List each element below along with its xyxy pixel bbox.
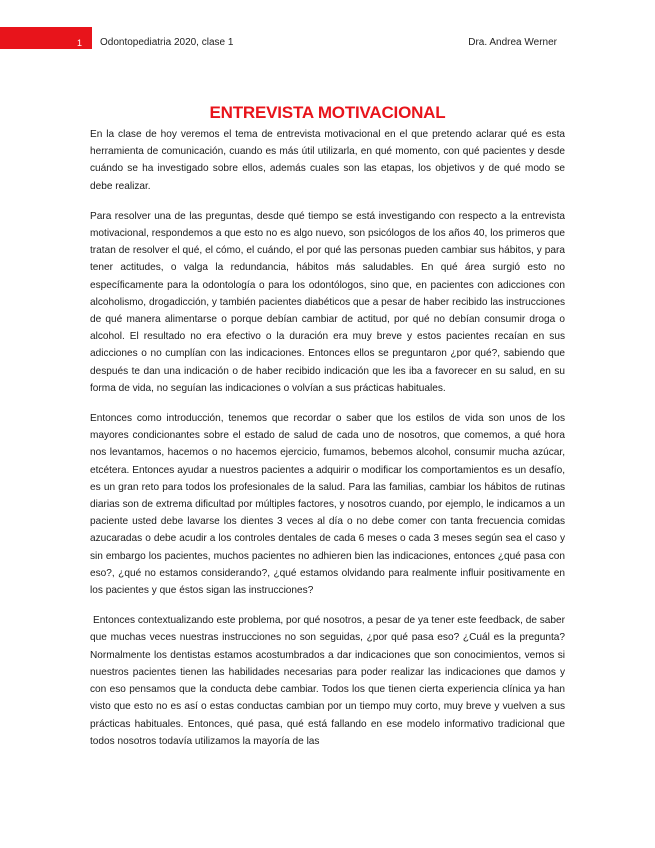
document-title: ENTREVISTA MOTIVACIONAL <box>209 103 446 123</box>
paragraph-2: Para resolver una de las preguntas, desde qué tiempo se está investigando con respecto a la entrevista motivacional, respondemos a que esto no es algo nuevo, son psicólogos de los años 40, los primeros que tratan de resolver el qué, el cómo, el cuándo, el por qué las personas pueden cambiar sus hábitos, y para tener actitudes, o valga la redundancia, hábitos más saludables. En qué área surgió esto no específicamente para la odontología o para los odontólogos, sino que, en pacientes con adicciones con alcoholismo, drogadicción, y también pacientes diabéticos que a pesar de haber recibido las instrucciones de qué manera alimentarse o porque debían cambiar de actitud, por qué no debían consumir droga o alcohol. El resultado no era efectivo o la duración era muy breve y estos pacientes recaían en sus adicciones o no cumplían con las indicaciones. Entonces ellos se preguntaron ¿por qué?, sabiendo que después te dan una indicación o de haber recibido indicación que les iba a favorecer en su salud, en su forma de vida, no seguían las indicaciones o volvían a sus prácticas habituales. <box>90 210 565 394</box>
document-body <box>90 126 565 763</box>
paragraph-4: Entonces contextualizando este problema, por qué nosotros, a pesar de ya tener este feedback, de saber que muchas veces nuestras instrucciones no son seguidas, ¿por qué pasa eso? ¿Cuál es la pregunta? Normalmente los dentistas estamos acostumbrados a dar indicaciones que son conocimientos, vemos si nuestros pacientes tienen las habilidades necesarias para poder realizar las indicaciones que damos y con eso pensamos que la conducta debe cambiar. Todos los que tienen cierta experiencia clínica ya han visto que esto no es así o estas conductas cambian por un tiempo muy corto, muy breve y vuelven a sus prácticas habituales. Entonces, qué pasa, qué está fallando en ese modelo informativo tradicional que todos nosotros todavía utilizamos la mayoría de las <box>90 615 565 747</box>
page-number: 1 <box>77 38 83 48</box>
header-author: Dra. Andrea Werner <box>468 37 557 48</box>
paragraph-1: En la clase de hoy veremos el tema de entrevista motivacional en el que pretendo aclarar qué es esta herramienta de comunicación, cuando es más útil utilizarla, en qué momento, con qué pacientes y desde cuándo se ha investigado sobre ellos, además cuales son las etapas, los objetivos y de qué modo se debe realizar. <box>90 129 565 192</box>
header-course-title: Odontopediatria 2020, clase 1 <box>100 37 234 48</box>
paragraph-3: Entonces como introducción, tenemos que recordar o saber que los estilos de vida son unos de los mayores condicionantes sobre el estado de salud de cada uno de nosotros, que comemos, a qué hora nos levantamos, hacemos o no hacemos ejercicio, fumamos, bebemos alcohol, consumir mucha azúcar, etcétera. Entonces ayudar a nuestros pacientes a adquirir o modificar los comportamientos es un desafío, es un gran reto para todos los profesionales de la salud. Para las familias, cambiar los hábitos de rutinas diarias son de extrema dificultad por múltiples factores, y nosotros cuando, por ejemplo, le indicamos a un paciente usted debe lavarse los dientes 3 veces al día o no debe comer con tanta frecuencia comidas azucaradas o debe acudir a los controles dentales de cada 6 meses o cada 3 meses según sea el caso y sin embargo los pacientes, muchos pacientes no adhieren bien las indicaciones, entonces ¿qué pasa con eso?, ¿qué no estamos considerando?, ¿qué estamos olvidando para realmente influir positivamente en los pacientes y que éstos sigan las instrucciones? <box>90 413 565 597</box>
